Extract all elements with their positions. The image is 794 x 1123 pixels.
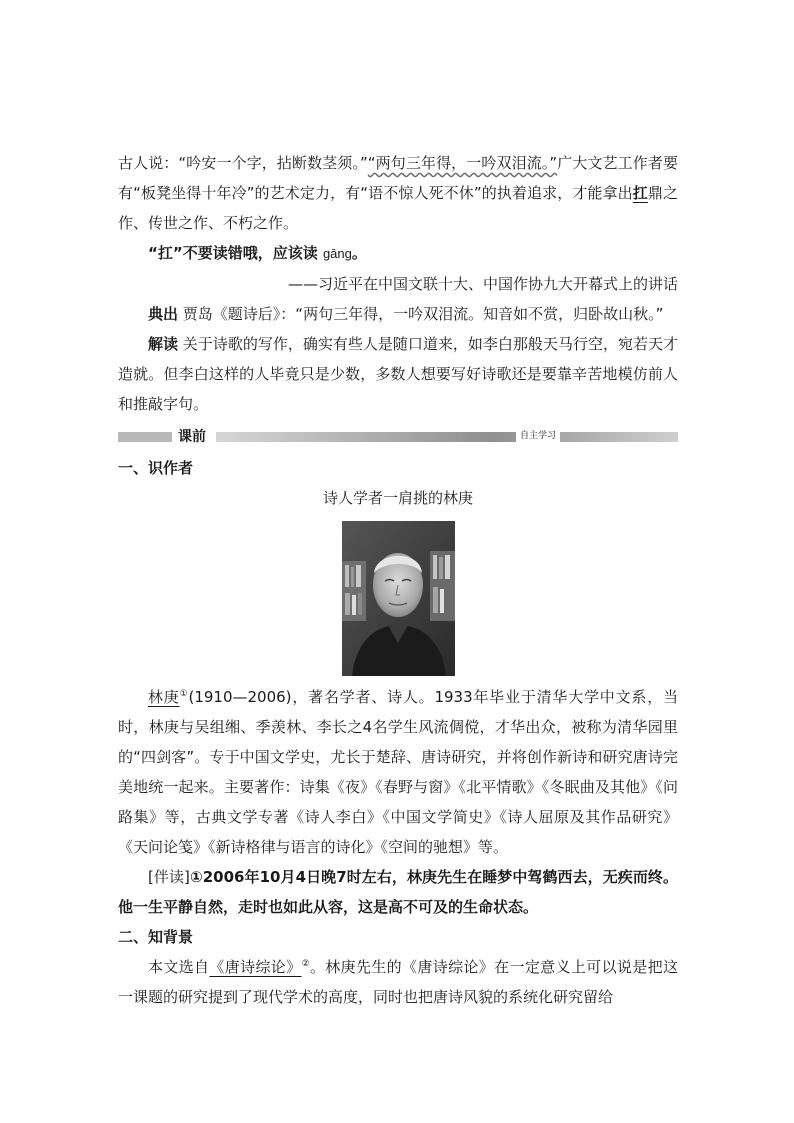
book-sup: ② xyxy=(301,959,310,969)
interpret-paragraph xyxy=(118,329,678,419)
background-text-a: 本文选自 xyxy=(148,958,210,976)
origin-label: 典出 xyxy=(148,305,179,323)
section2-heading: 二、知背景 xyxy=(118,928,194,946)
document-page xyxy=(118,148,678,1012)
note-pinyin: gāng xyxy=(322,246,352,261)
background-text-b: 。林庚先生的《唐诗综论》在一定意义上可以说是把这一课题的研究提到了现代学术的高度，同时也把唐诗风貌的系统化研究留给 xyxy=(118,958,678,1006)
quote-text-b: 广大文艺工作者要有“板凳坐得十年冷”的艺术定力，有“语不惊人死不休”的执着追求，才能拿出 xyxy=(118,154,678,202)
note-text: “扛”不要读错哦，应该读 xyxy=(148,244,318,262)
section1-heading: 一、识作者 xyxy=(118,459,194,477)
banner-tag: 自主学习 xyxy=(516,429,560,443)
origin-paragraph xyxy=(118,299,678,329)
bio-sup: ① xyxy=(179,689,189,699)
note-end: 。 xyxy=(351,244,367,262)
banner-right-bar xyxy=(216,432,678,442)
quote-paragraph xyxy=(118,148,678,238)
companion-label: [伴读] xyxy=(148,868,190,886)
section-banner xyxy=(118,429,678,445)
author-portrait xyxy=(342,521,455,676)
quote-source: ——习近平在中国文联十大、中国作协九大开幕式上的讲话 xyxy=(287,275,678,293)
bio-paragraph xyxy=(118,682,678,862)
quote-wavy-text: “两句三年得，一吟双泪流。” xyxy=(367,154,558,172)
banner-left-bar xyxy=(118,432,172,442)
interpret-label: 解读 xyxy=(148,335,179,353)
background-paragraph xyxy=(118,952,678,1012)
book-title: 《唐诗综论》 xyxy=(209,958,302,976)
interpret-text: 关于诗歌的写作，确实有些人是随口道来，如李白那般天马行空，宛若天才造就。但李白这样的人毕竟只是少数，多数人想要写好诗歌还是要靠辛苦地模仿前人和推敲字句。 xyxy=(118,335,678,413)
companion-paragraph xyxy=(118,862,678,922)
author-subtitle: 诗人学者一肩挑的林庚 xyxy=(322,489,473,507)
bio-name: 林庚 xyxy=(148,688,180,706)
banner-label: 课前 xyxy=(178,429,206,445)
bio-text: (1910—2006)，著名学者、诗人。1933年毕业于清华大学中文系，当时，林庚与吴组缃、季羡林、李长之4名学生风流倜傥，才华出众，被称为清华园里的“四剑客”。专于中国文学史，尤长于楚辞、唐诗研究，并将创作新诗和研究唐诗完美地统一起来。主要著作：诗集《夜》《春野与窗》《北平情歌》《冬眠曲及其他》《问路集》等，古典文学专著《诗人李白》《中国文学简史》《诗人屈原及其作品研究》《天问论笺》《新诗格律与语言的诗化》《空间的驰想》等。 xyxy=(118,688,678,856)
pronunciation-note xyxy=(118,238,678,269)
quote-text-c: 鼎之作、传世之作、不朽之作。 xyxy=(118,184,678,232)
companion-text: ①2006年10月4日晚7时左右，林庚先生在睡梦中驾鹤西去，无疾而终。他一生平静自然，走时也如此从容，这是高不可及的生命状态。 xyxy=(118,868,678,916)
quote-text-a: 古人说：“吟安一个字，拈断数茎须。” xyxy=(118,154,368,172)
origin-text: 贾岛《题诗后》：“两句三年得，一吟双泪流。知音如不赏，归卧故山秋。” xyxy=(182,305,664,323)
kang-char: 扛 xyxy=(632,184,648,202)
